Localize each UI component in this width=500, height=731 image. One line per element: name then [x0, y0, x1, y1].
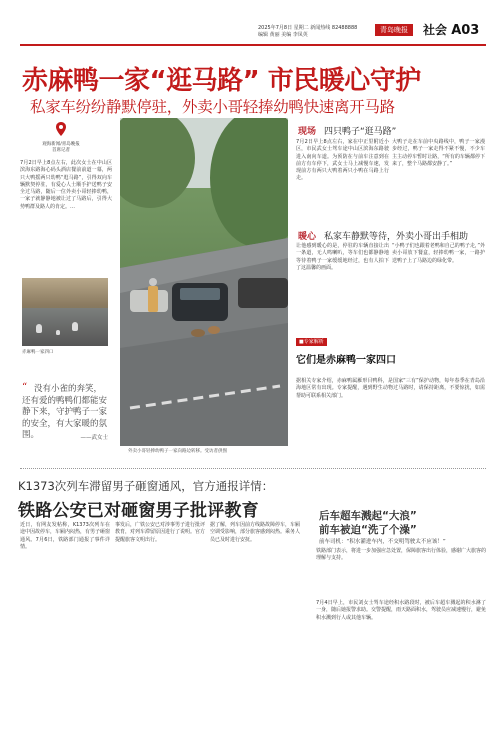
news-hotline: 新闻热线 82488888	[310, 25, 358, 31]
expert-zone	[296, 328, 396, 366]
side-headline-2: 前车被迫“洗了个澡”	[319, 524, 417, 536]
quote-mark-icon: “	[22, 382, 28, 393]
expert-tag: ■专家解析	[296, 338, 327, 346]
sub-headline: 私家车纷纷静默停驻，外卖小哥轻捧幼鸭快速离开马路	[30, 98, 395, 116]
side-story-text: 7月4日早上，市民刘女士驾车途经积水路段时，被后车超车溅起的积水淋了一身，随后她报警求助。交警提醒，雨天路面积水，驾驶员应减速慢行，避免积水溅到行人或其他车辆。	[316, 600, 487, 621]
pull-quote: “ 没有小雀的奔笑，还有爱的鸭鸭们都能安静下来，守护鸭子一家的安全，有大家暖的氛围。	[22, 382, 108, 440]
section-heading-scene: 现场 四只鸭子“逛马路”	[298, 127, 397, 137]
quote-attribution: ——武女士	[80, 435, 108, 441]
newspaper-logo: 青岛晚报	[375, 24, 413, 36]
duck-photo-small	[22, 278, 108, 346]
expert-text: 据相关专家介绍，赤麻鸭属雁形目鸭科，是国家“三有”保护动物，每年春季在青岛沿海地区常有出现。专家提醒，遇到野生动物过马路时，请保持距离，不要惊扰，如需帮助可联系相关部门。	[296, 378, 485, 399]
issue-weekday: 星期二	[293, 25, 309, 31]
story-divider	[20, 468, 486, 469]
story2-col3: 据了解，列车因前方线路故障停车，车厢空调受影响，部分旅客感到闷热。乘务人员已及时进行安抚。	[210, 522, 301, 543]
header-rule	[20, 44, 486, 46]
page-header	[0, 0, 500, 44]
location-pin-icon	[56, 122, 66, 136]
editor-credit: 编辑 黄丽	[258, 32, 280, 38]
page-number: A03	[451, 23, 480, 38]
scene-text-col1: 7月2日早上8点左右，家在中正里附近小区，市民武女士驾车途中山区滨海东路驶进入南向车道。为预防在与前车注意到在前方有车停下，武女士马上减慢车速，发现前方有两只大鸭着两只小鸭在马路上行走。	[296, 139, 389, 182]
warmth-text-col2: “小鸭子们也跟着老鸭和自己的鸭子走，”外卖小哥放下餐盒，轻捧幼鸭一家，一路护送鸭子上了马路边的绿化带。	[392, 243, 485, 264]
story2-kicker: K1373次列车滞留男子砸窗通风，官方通报详情：	[18, 479, 274, 493]
byline: 观海新闻/青岛晚报 首席记者	[42, 142, 80, 153]
expert-title: 它们是赤麻鸭一家四口	[296, 355, 396, 366]
scene-text-col2: 大鸭子走在车前中央路线中，鸭子一家漫步经过，鸭子一家走得不紧不慢，不少车主主动停车暂时让路，“所有的车辆都停下来了，整个马路都安静了。”	[392, 139, 485, 167]
story2-col4: 铁路部门表示，将进一步加强应急处置，保障旅客出行体验，感谢广大旅客的理解与支持。	[316, 548, 487, 562]
header-meta	[258, 25, 357, 39]
side-subhead: 前车司机：“积水灌进车内，不交明驾驶太不应该！”	[319, 539, 446, 545]
side-story-box	[316, 508, 486, 545]
section-label: 社会 A03	[423, 23, 480, 38]
story2-headline: 铁路公安已对砸窗男子批评教育	[18, 501, 259, 521]
photo1-caption: 赤麻鸭一家四口	[22, 350, 54, 355]
lead-paragraph: 7月2日早上8点左右，此次女士在中山区滨海东路海心码头酒店餐前前道一幕，两只大鸭摇两只幼鸭“逛马路”，引得双向车辆默契停驻，有爱心人士顺手护送鸭子安全过马路，随后一位外卖小哥轻捧幼鸭，一家子就静静地被让过了马路后，引得大势鸭群及路人的肯定。…	[20, 160, 112, 210]
warmth-text-col1: 让他感到暖心的是，停驻的车辆直接让出一条道，无人鸣喇叭，等车们也都静静地等待着鸭子一家缓缓地经过，也有人拍下了这温馨的画面。	[296, 243, 389, 271]
story2-col1: 近日，有网友发帖称，K1373次列车在途中因故停车，车厢内闷热，有男子砸窗通风。7月6日，铁路部门通报了事件详情。	[20, 522, 111, 550]
photo2-caption: 外卖小哥轻捧幼鸭子一家向路边转移。受访者供图	[128, 449, 227, 454]
issue-date: 2025年7月8日	[258, 25, 293, 31]
street-ducks-photo	[120, 118, 288, 446]
section-heading-warmth: 暖心 私家车静默等待，外卖小哥出手相助	[298, 232, 469, 242]
story2-col2: 事发后，广铁公安已对涉事男子进行批评教育，对列车滞留原因进行了说明。官方提醒旅客文明出行。	[115, 522, 206, 543]
side-headline-1: 后车超车溅起“大浪”	[319, 510, 417, 522]
main-headline: 赤麻鸭一家“逛马路” 市民暖心守护	[22, 66, 421, 96]
designer-credit: 美编 李凤英	[281, 32, 308, 38]
